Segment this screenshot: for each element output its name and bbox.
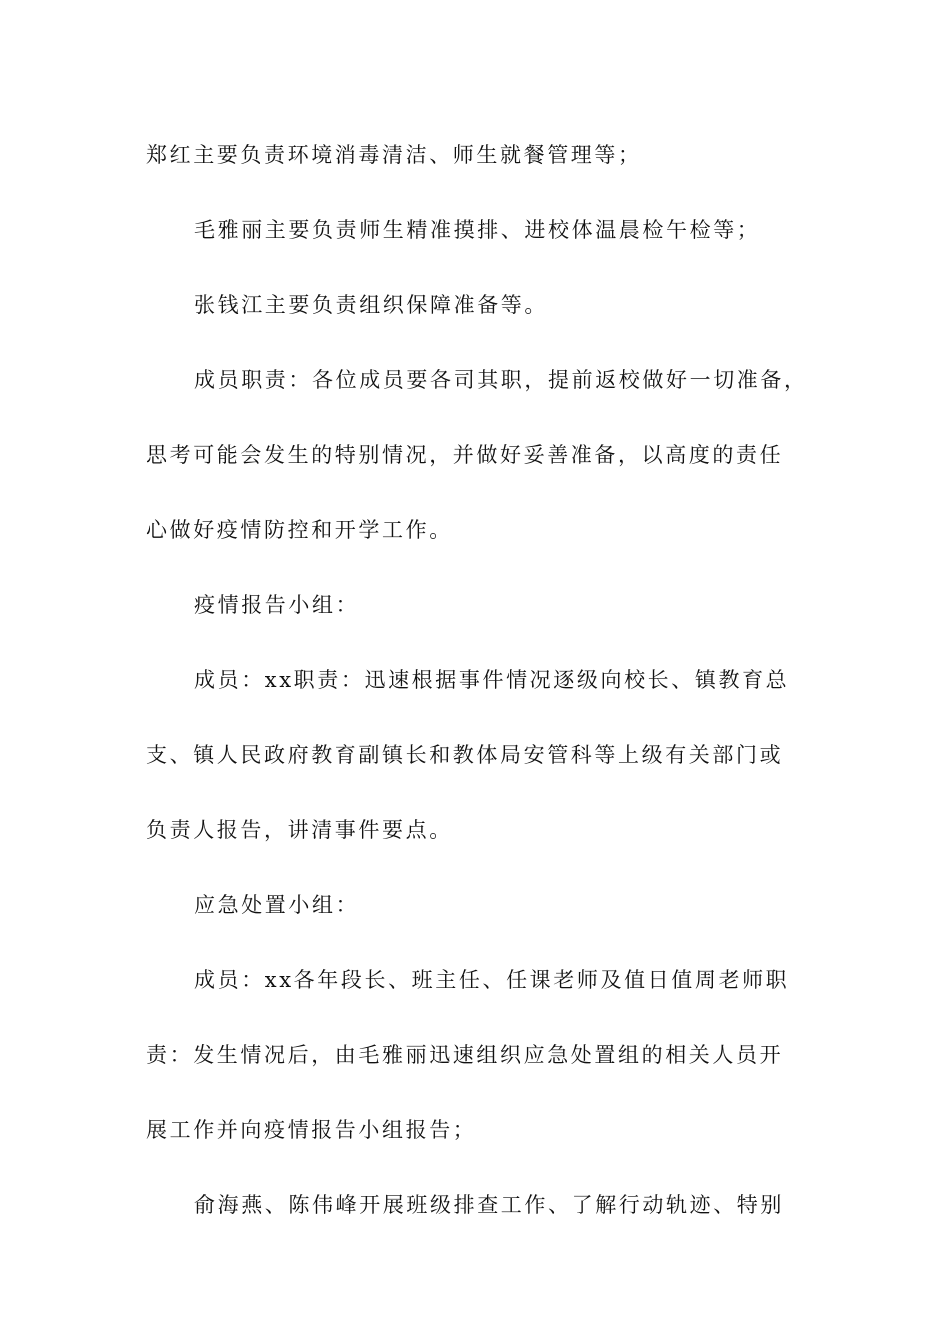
section-heading: 疫情报告小组：	[194, 593, 360, 617]
paragraph-line: 负责人报告，讲清事件要点。	[146, 818, 453, 842]
paragraph-line: 展工作并向疫情报告小组报告；	[146, 1118, 477, 1142]
paragraph-line: 思考可能会发生的特别情况，并做好妥善准备，以高度的责任	[146, 443, 784, 467]
paragraph-line: 责：发生情况后，由毛雅丽迅速组织应急处置组的相关人员开	[146, 1043, 784, 1067]
paragraph-line: 郑红主要负责环境消毒清洁、师生就餐管理等；	[146, 143, 642, 167]
paragraph-line: 毛雅丽主要负责师生精准摸排、进校体温晨检午检等；	[194, 218, 761, 242]
paragraph-line: 成员职责：各位成员要各司其职，提前返校做好一切准备，	[194, 368, 808, 392]
paragraph-line: 成员：xx职责：迅速根据事件情况逐级向校长、镇教育总	[194, 668, 790, 692]
paragraph-line: 张钱江主要负责组织保障准备等。	[194, 293, 548, 317]
paragraph-line: 支、镇人民政府教育副镇长和教体局安管科等上级有关部门或	[146, 743, 784, 767]
paragraph-line: 成员：xx各年段长、班主任、任课老师及值日值周老师职	[194, 968, 790, 992]
section-heading: 应急处置小组：	[194, 893, 360, 917]
paragraph-line: 俞海燕、陈伟峰开展班级排查工作、了解行动轨迹、特别	[194, 1193, 784, 1217]
document-body	[146, 118, 806, 1243]
paragraph-line: 心做好疫情防控和开学工作。	[146, 518, 453, 542]
